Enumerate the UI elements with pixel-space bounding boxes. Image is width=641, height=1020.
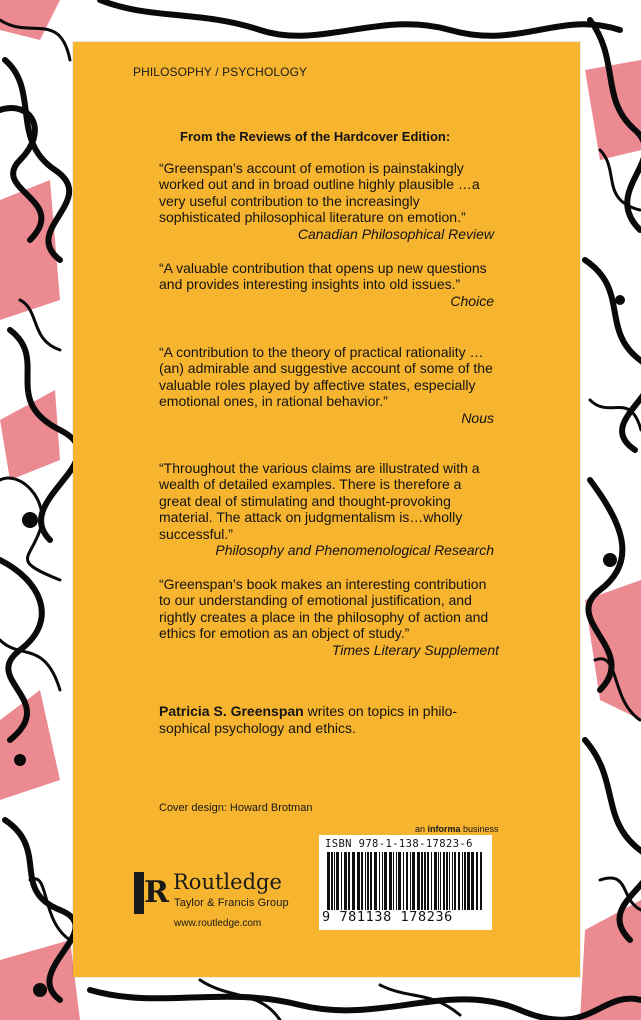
barcode-bar bbox=[427, 852, 429, 910]
informa-brand: informa bbox=[427, 824, 461, 834]
barcode-bar bbox=[389, 852, 392, 910]
author-bio bbox=[159, 703, 479, 737]
informa-prefix: an bbox=[415, 824, 428, 834]
barcode-bar bbox=[403, 852, 404, 910]
barcode-bar bbox=[467, 852, 470, 910]
barcode-bar bbox=[440, 852, 441, 910]
barcode-bar bbox=[446, 852, 448, 910]
barcode-bar bbox=[476, 852, 478, 910]
review-source: Philosophy and Phenomenological Research bbox=[215, 542, 494, 559]
review-source: Choice bbox=[450, 292, 494, 309]
isbn-number: ISBN 978-1-138-17823-6 bbox=[325, 838, 473, 850]
barcode-bar bbox=[334, 852, 335, 910]
barcode-bar bbox=[417, 852, 420, 910]
barcode-bar bbox=[431, 852, 432, 910]
review-2 bbox=[159, 260, 494, 309]
review-quote: “Throughout the various claims are illustrated with a wealth of detailed examples. There is therefore a great deal of stimulating and thought-provoking material. The attack on judgmentalism is…wholly successful.” bbox=[159, 460, 480, 542]
barcode-bar bbox=[421, 852, 423, 910]
review-3 bbox=[159, 344, 494, 426]
back-cover-panel bbox=[73, 42, 580, 977]
review-quote: “A contribution to the theory of practical rationality …(an) admirable and suggestive account of some of the valuable roles played by affective states, especially emotional ones, in rational behavior.” bbox=[159, 344, 493, 410]
barcode-bar bbox=[434, 852, 437, 910]
barcode-bar bbox=[327, 852, 330, 910]
barcode-bar bbox=[454, 852, 456, 910]
barcode-bars bbox=[327, 852, 485, 910]
logo-letter: R bbox=[144, 875, 169, 910]
barcode-bar bbox=[365, 852, 366, 910]
author-bio-text: writes on topics in philosophical psychology and ethics. bbox=[159, 703, 458, 736]
barcode-bar bbox=[357, 852, 360, 910]
barcode-bar bbox=[344, 852, 347, 910]
review-source: Nous bbox=[461, 409, 494, 426]
barcode-bar bbox=[374, 852, 377, 910]
ean-number: 9 781138 178236 bbox=[322, 909, 453, 925]
barcode-bar bbox=[452, 852, 453, 910]
barcode-bar bbox=[341, 852, 342, 910]
review-1 bbox=[159, 160, 494, 242]
publisher-url[interactable]: www.routledge.com bbox=[174, 918, 262, 929]
barcode-bar bbox=[352, 852, 355, 910]
barcode-bar bbox=[382, 852, 383, 910]
barcode-bar bbox=[458, 852, 460, 910]
author-name: Patricia S. Greenspan bbox=[159, 703, 304, 719]
informa-business-line bbox=[415, 824, 499, 834]
barcode-bar bbox=[393, 852, 394, 910]
informa-suffix: business bbox=[460, 824, 499, 834]
reviews-heading: From the Reviews of the Hardcover Edition: bbox=[180, 129, 451, 144]
category-label: PHILOSOPHY / PSYCHOLOGY bbox=[133, 65, 308, 79]
barcode-bar bbox=[410, 852, 411, 910]
barcode-bar bbox=[384, 852, 387, 910]
review-4 bbox=[159, 460, 494, 558]
publisher-name: Routledge bbox=[173, 870, 282, 894]
barcode-bar bbox=[406, 852, 408, 910]
barcode-bar bbox=[443, 852, 445, 910]
barcode-bar bbox=[438, 852, 439, 910]
publisher-group: Taylor & Francis Group bbox=[174, 897, 289, 909]
cover-design-credit: Cover design: Howard Brotman bbox=[159, 802, 313, 814]
barcode-bar bbox=[412, 852, 415, 910]
barcode-bar bbox=[361, 852, 363, 910]
barcode-bar bbox=[367, 852, 369, 910]
barcode-bar bbox=[471, 852, 474, 910]
barcode-bar bbox=[398, 852, 401, 910]
barcode-bar bbox=[424, 852, 426, 910]
routledge-logo-icon bbox=[130, 868, 169, 918]
barcode-bar bbox=[449, 852, 450, 910]
barcode-bar bbox=[462, 852, 463, 910]
review-source: Canadian Philosophical Review bbox=[297, 225, 494, 242]
barcode-bar bbox=[379, 852, 380, 910]
review-5 bbox=[159, 576, 499, 658]
review-source: Times Literary Supplement bbox=[331, 641, 499, 658]
barcode-bar bbox=[348, 852, 350, 910]
barcode-bar bbox=[331, 852, 333, 910]
barcode-bar bbox=[480, 852, 482, 910]
review-quote: “Greenspan’s account of emotion is painstakingly worked out and in broad outline highly plausible …a very useful contribution to the increasingly sophisticated philosophical literature on emotion.” bbox=[159, 160, 480, 226]
barcode-bar bbox=[464, 852, 466, 910]
barcode-bar bbox=[370, 852, 372, 910]
barcode-bar bbox=[336, 852, 339, 910]
barcode-bar bbox=[396, 852, 397, 910]
review-quote: “Greenspan’s book makes an interesting contribution to our understanding of emotional justification, and rightly creates a place in the philosophy of action and ethics for emotion as an object of study.” bbox=[159, 576, 489, 642]
isbn-barcode bbox=[319, 835, 492, 930]
review-quote: “A valuable contribution that opens up new questions and provides interesting insights into old issues.” bbox=[159, 260, 487, 293]
